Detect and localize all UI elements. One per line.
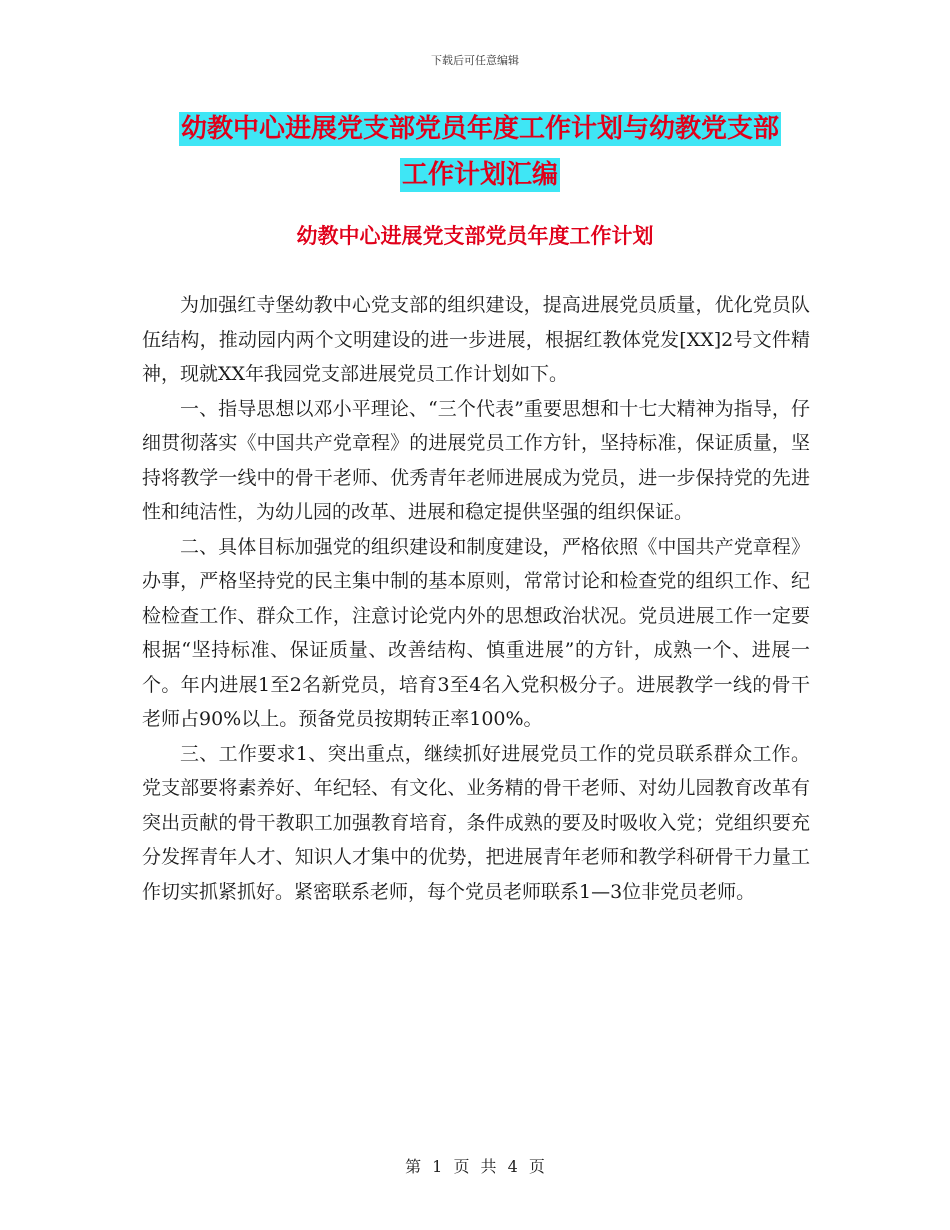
paragraph-work-requirements: 三、工作要求1、突出重点，继续抓好进展党员工作的党员联系群众工作。党支部要将素养好、年纪轻、有文化、业务精的骨干老师、对幼儿园教育改革有突出贡献的骨干教职工加强教育培育，条件成熟的要及时吸收入党；党组织要充分发挥青年人才、知识人才集中的优势，把进展青年老师和教学科研骨干力量工作切实抓紧抓好。紧密联系老师，每个党员老师联系1—3位非党员老师。 xyxy=(142,742,810,903)
paragraph-specific-goals: 二、具体目标加强党的组织建设和制度建设，严格依照《中国共产党章程》办事，严格坚持党的民主集中制的基本原则，常常讨论和检查党的组织工作、纪检检查工作、群众工作，注意讨论党内外的思想政治状况。党员进展工作一定要根据“坚持标准、保证质量、改善结构、慎重进展”的方针，成熟一个、进展一个。年内进展1至2名新党员，培育3至4名入党积极分子。进展教学一线的骨干老师占90%以上。预备党员按期转正率100%。 xyxy=(142,535,810,730)
page-header-note: 下载后可任意编辑 xyxy=(431,54,519,67)
document-body xyxy=(142,288,810,909)
document-title-line-2: 工作计划汇编 xyxy=(401,160,558,190)
page-number: 第 1 页 共 4 页 xyxy=(405,1157,545,1176)
document-title-line-1: 幼教中心进展党支部党员年度工作计划与幼教党支部 xyxy=(180,114,779,144)
paragraph-guiding-ideology: 一、指导思想以邓小平理论、“三个代表”重要思想和十七大精神为指导，仔细贯彻落实《中国共产党章程》的进展党员工作方针，坚持标准，保证质量，坚持将教学一线中的骨干老师、优秀青年老师进展成为党员，进一步保持党的先进性和纯洁性，为幼儿园的改革、进展和稳定提供坚强的组织保证。 xyxy=(142,397,810,523)
section-title: 幼教中心进展党支部党员年度工作计划 xyxy=(296,224,654,248)
paragraph-intro: 为加强红寺堡幼教中心党支部的组织建设，提高进展党员质量，优化党员队伍结构，推动园内两个文明建设的进一步进展，根据红教体党发[XX]2号文件精神，现就XX年我园党支部进展党员工作计划如下。 xyxy=(142,294,810,385)
document-title xyxy=(140,106,820,198)
